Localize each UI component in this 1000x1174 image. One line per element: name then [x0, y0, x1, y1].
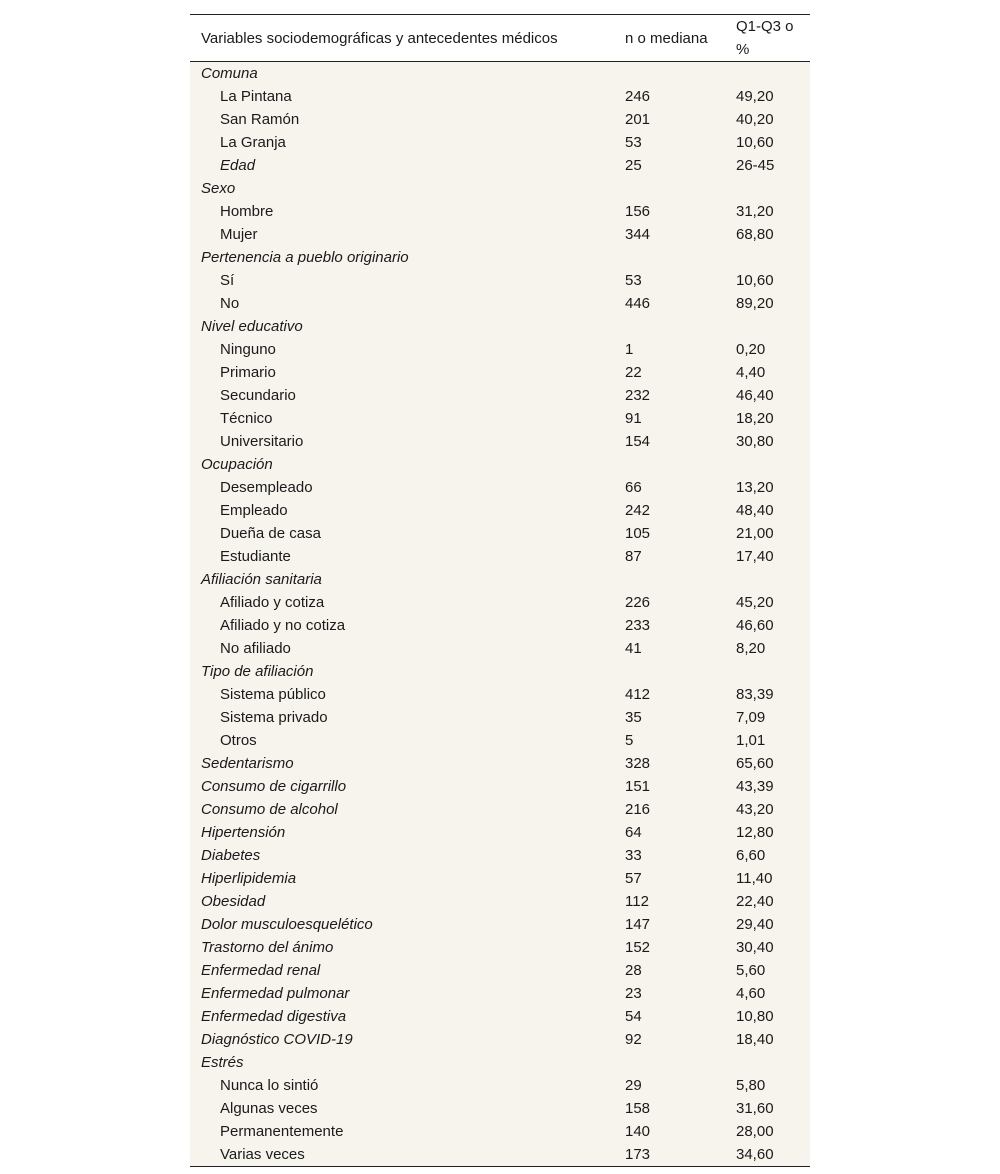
row-n-value: 151 — [625, 778, 651, 795]
row-label: Consumo de cigarrillo — [201, 778, 347, 795]
row-q-value: 30,40 — [736, 939, 774, 956]
row-label: San Ramón — [220, 111, 300, 128]
row-label: No — [220, 295, 240, 312]
row-label: Comuna — [201, 65, 258, 82]
row-q-value: 46,60 — [736, 617, 774, 634]
row-n-value: 22 — [625, 364, 642, 381]
row-q-value — [736, 177, 810, 200]
row-label: Secundario — [220, 387, 296, 404]
table-row — [190, 476, 810, 499]
row-label: La Granja — [220, 134, 286, 151]
table-row — [190, 407, 810, 430]
data-table-container — [190, 14, 810, 1167]
row-q-value — [736, 246, 810, 269]
table-row — [190, 154, 810, 177]
row-n-value: 446 — [625, 295, 651, 312]
row-q-value — [736, 568, 810, 591]
header-variables: Variables sociodemográficas y antecedentes médicos — [190, 15, 625, 62]
table-row — [190, 430, 810, 453]
table-row — [190, 568, 810, 591]
header-n-median: n o mediana — [625, 15, 736, 62]
row-q-value: 43,39 — [736, 778, 774, 795]
table-row — [190, 1005, 810, 1028]
table-row — [190, 798, 810, 821]
row-q-value: 6,60 — [736, 847, 766, 864]
row-q-value — [736, 315, 810, 338]
row-q-value: 83,39 — [736, 686, 774, 703]
row-n-value: 64 — [625, 824, 642, 841]
row-label: Afiliación sanitaria — [201, 571, 322, 588]
table-row — [190, 591, 810, 614]
table-row — [190, 1074, 810, 1097]
row-q-value: 31,60 — [736, 1100, 774, 1117]
row-q-value: 1,01 — [736, 732, 766, 749]
row-q-value: 49,20 — [736, 88, 774, 105]
table-row — [190, 1120, 810, 1143]
row-label: Ninguno — [220, 341, 276, 358]
row-n-value: 412 — [625, 686, 651, 703]
row-n-value: 344 — [625, 226, 651, 243]
row-n-value: 54 — [625, 1008, 642, 1025]
row-q-value: 29,40 — [736, 916, 774, 933]
row-n-value — [625, 660, 736, 683]
row-label: Consumo de alcohol — [201, 801, 338, 818]
row-label: Varias veces — [220, 1146, 305, 1163]
row-label: Diagnóstico COVID-19 — [201, 1031, 353, 1048]
row-n-value: 328 — [625, 755, 651, 772]
row-q-value: 46,40 — [736, 387, 774, 404]
row-label: Enfermedad pulmonar — [201, 985, 350, 1002]
row-n-value: 154 — [625, 433, 651, 450]
row-label: Primario — [220, 364, 276, 381]
row-n-value — [625, 315, 736, 338]
row-q-value: 0,20 — [736, 341, 766, 358]
row-q-value — [736, 62, 810, 86]
header-row — [190, 15, 810, 62]
row-q-value: 26-45 — [736, 157, 775, 174]
row-n-value — [625, 62, 736, 86]
row-q-value: 8,20 — [736, 640, 766, 657]
table-row — [190, 683, 810, 706]
row-n-value: 28 — [625, 962, 642, 979]
table-row — [190, 384, 810, 407]
row-n-value: 232 — [625, 387, 651, 404]
row-n-value — [625, 453, 736, 476]
row-n-value: 105 — [625, 525, 651, 542]
row-q-value: 65,60 — [736, 755, 774, 772]
table-row — [190, 62, 810, 86]
row-label: Enfermedad renal — [201, 962, 321, 979]
row-n-value: 57 — [625, 870, 642, 887]
row-label: Mujer — [220, 226, 258, 243]
row-n-value: 242 — [625, 502, 651, 519]
row-n-value: 216 — [625, 801, 651, 818]
table-row — [190, 338, 810, 361]
row-label: Estrés — [201, 1054, 244, 1071]
row-n-value — [625, 1051, 736, 1074]
row-n-value — [625, 568, 736, 591]
table-row — [190, 936, 810, 959]
row-n-value: 140 — [625, 1123, 651, 1140]
row-n-value: 1 — [625, 341, 634, 358]
row-label: Obesidad — [201, 893, 266, 910]
row-q-value: 30,80 — [736, 433, 774, 450]
table-row — [190, 131, 810, 154]
row-q-value: 13,20 — [736, 479, 774, 496]
row-label: Afiliado y cotiza — [220, 594, 325, 611]
table-row — [190, 545, 810, 568]
row-q-value: 4,60 — [736, 985, 766, 1002]
table-row — [190, 522, 810, 545]
row-q-value: 28,00 — [736, 1123, 774, 1140]
row-label: Edad — [220, 157, 256, 174]
row-label: Empleado — [220, 502, 288, 519]
table-header — [190, 15, 810, 62]
row-n-value: 112 — [625, 893, 649, 910]
row-n-value: 147 — [625, 916, 651, 933]
row-q-value: 10,60 — [736, 272, 774, 289]
row-n-value: 29 — [625, 1077, 642, 1094]
row-n-value — [625, 246, 736, 269]
row-label: Sí — [220, 272, 235, 289]
row-n-value: 91 — [625, 410, 642, 427]
table-row — [190, 706, 810, 729]
row-n-value: 87 — [625, 548, 642, 565]
row-q-value: 22,40 — [736, 893, 774, 910]
table-row — [190, 85, 810, 108]
table-row — [190, 223, 810, 246]
table-row — [190, 108, 810, 131]
row-label: Técnico — [220, 410, 273, 427]
row-label: Hiperlipidemia — [201, 870, 297, 887]
row-n-value: 35 — [625, 709, 642, 726]
row-n-value: 233 — [625, 617, 651, 634]
table-row — [190, 499, 810, 522]
row-label: La Pintana — [220, 88, 292, 105]
row-label: Sedentarismo — [201, 755, 294, 772]
row-n-value: 158 — [625, 1100, 651, 1117]
table-row — [190, 959, 810, 982]
table-row — [190, 637, 810, 660]
row-q-value: 12,80 — [736, 824, 774, 841]
row-label: Diabetes — [201, 847, 261, 864]
row-label: Nunca lo sintió — [220, 1077, 319, 1094]
row-label: No afiliado — [220, 640, 291, 657]
row-q-value: 18,20 — [736, 410, 774, 427]
row-q-value: 34,60 — [736, 1146, 774, 1163]
row-label: Algunas veces — [220, 1100, 318, 1117]
table-row — [190, 913, 810, 936]
row-label: Afiliado y no cotiza — [220, 617, 346, 634]
header-q1q3-percent: Q1-Q3 o % — [736, 15, 810, 62]
row-n-value: 173 — [625, 1146, 651, 1163]
row-q-value: 10,80 — [736, 1008, 774, 1025]
row-q-value — [736, 1051, 810, 1074]
row-label: Dolor musculoesquelético — [201, 916, 373, 933]
row-n-value: 23 — [625, 985, 642, 1002]
row-n-value: 226 — [625, 594, 651, 611]
row-n-value: 246 — [625, 88, 651, 105]
row-label: Permanentemente — [220, 1123, 344, 1140]
table-row — [190, 200, 810, 223]
row-n-value: 201 — [625, 111, 651, 128]
row-q-value: 43,20 — [736, 801, 774, 818]
row-label: Sistema público — [220, 686, 326, 703]
table-row — [190, 890, 810, 913]
table-row — [190, 729, 810, 752]
table-row — [190, 752, 810, 775]
row-q-value: 4,40 — [736, 364, 766, 381]
row-q-value — [736, 453, 810, 476]
row-n-value: 156 — [625, 203, 651, 220]
row-label: Hipertensión — [201, 824, 286, 841]
row-label: Trastorno del ánimo — [201, 939, 334, 956]
row-n-value: 92 — [625, 1031, 642, 1048]
table-row — [190, 361, 810, 384]
row-q-value: 7,09 — [736, 709, 766, 726]
row-label: Sistema privado — [220, 709, 328, 726]
table-row — [190, 1028, 810, 1051]
table-row — [190, 844, 810, 867]
table-row — [190, 315, 810, 338]
row-q-value: 40,20 — [736, 111, 774, 128]
row-label: Enfermedad digestiva — [201, 1008, 347, 1025]
table-row — [190, 821, 810, 844]
row-n-value: 66 — [625, 479, 642, 496]
row-q-value: 68,80 — [736, 226, 774, 243]
row-q-value: 31,20 — [736, 203, 774, 220]
row-label: Hombre — [220, 203, 274, 220]
row-q-value: 89,20 — [736, 295, 774, 312]
row-q-value: 45,20 — [736, 594, 774, 611]
table-row — [190, 775, 810, 798]
row-q-value — [736, 660, 810, 683]
row-label: Tipo de afiliación — [201, 663, 314, 680]
table-row — [190, 614, 810, 637]
row-n-value: 25 — [625, 157, 642, 174]
row-q-value: 17,40 — [736, 548, 774, 565]
row-n-value — [625, 177, 736, 200]
row-n-value: 53 — [625, 272, 642, 289]
row-q-value: 18,40 — [736, 1031, 774, 1048]
row-q-value: 21,00 — [736, 525, 774, 542]
table-row — [190, 982, 810, 1005]
row-n-value: 5 — [625, 732, 634, 749]
row-q-value: 10,60 — [736, 134, 774, 151]
table-row — [190, 660, 810, 683]
table-row — [190, 1143, 810, 1166]
row-label: Ocupación — [201, 456, 273, 473]
row-label: Estudiante — [220, 548, 291, 565]
row-q-value: 11,40 — [736, 870, 773, 887]
row-label: Sexo — [201, 180, 236, 197]
table-row — [190, 867, 810, 890]
row-q-value: 5,60 — [736, 962, 766, 979]
table-row — [190, 269, 810, 292]
row-label: Desempleado — [220, 479, 313, 496]
table-body — [190, 62, 810, 1167]
row-label: Pertenencia a pueblo originario — [201, 249, 409, 266]
table-row — [190, 1097, 810, 1120]
table-row — [190, 1051, 810, 1074]
row-n-value: 152 — [625, 939, 651, 956]
table-row — [190, 246, 810, 269]
row-label: Universitario — [220, 433, 304, 450]
row-q-value: 5,80 — [736, 1077, 766, 1094]
table-row — [190, 177, 810, 200]
table-row — [190, 453, 810, 476]
row-q-value: 48,40 — [736, 502, 774, 519]
table-row — [190, 292, 810, 315]
row-label: Otros — [220, 732, 257, 749]
row-n-value: 53 — [625, 134, 642, 151]
row-label: Dueña de casa — [220, 525, 321, 542]
sociodemographic-table — [190, 15, 810, 1166]
row-n-value: 33 — [625, 847, 642, 864]
row-label: Nivel educativo — [201, 318, 303, 335]
row-n-value: 41 — [625, 640, 642, 657]
